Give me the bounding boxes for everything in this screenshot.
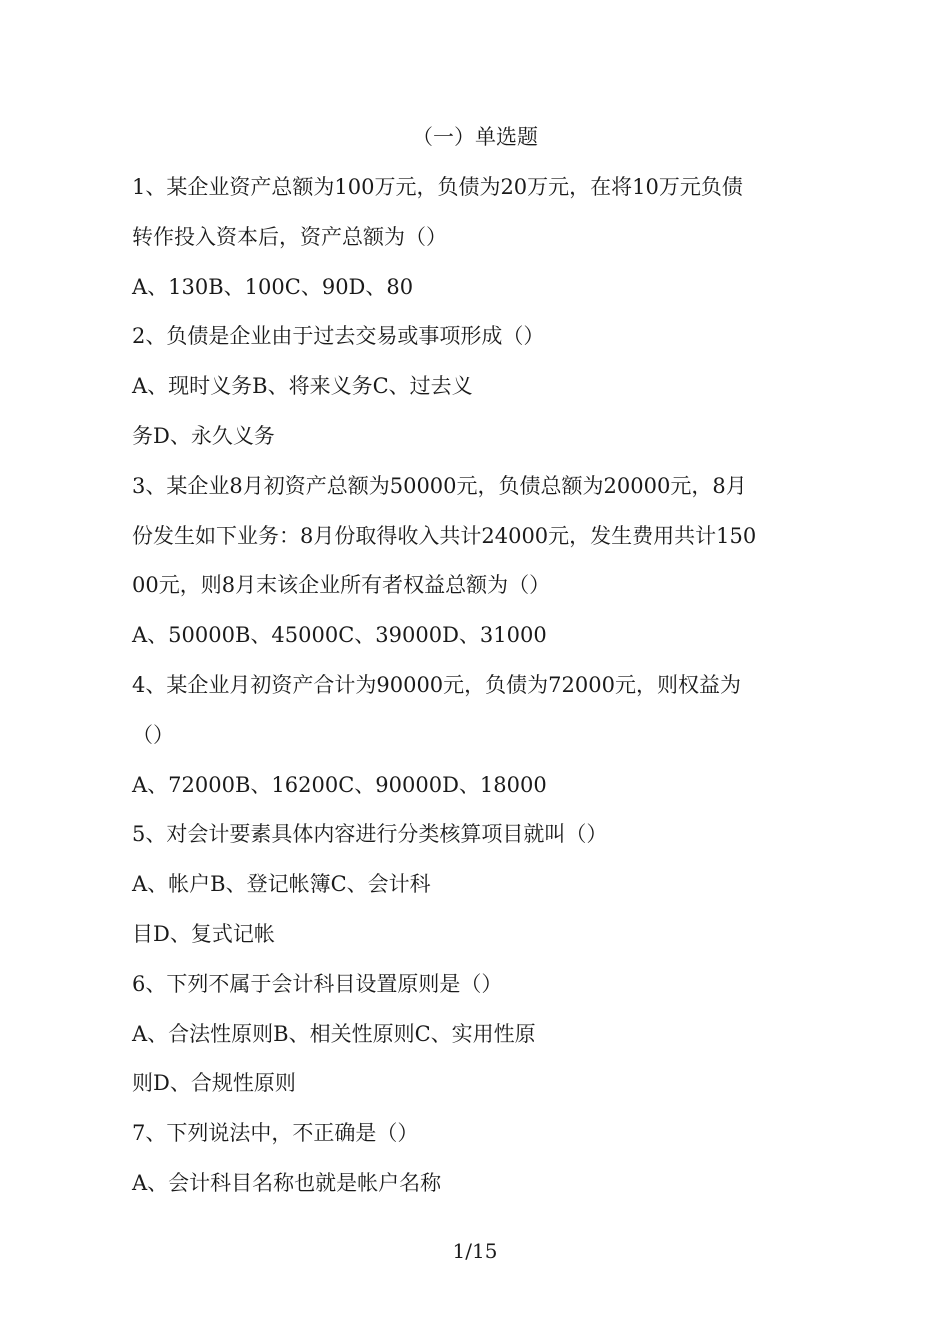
answer-options-line: 则D、合规性原则 (132, 1071, 296, 1096)
section-title: （一）单选题 (412, 125, 538, 149)
answer-options-line: 目D、复式记帐 (132, 921, 275, 946)
text-line: 4、某企业月初资产合计为90000元，负债为72000元，则权益为 (132, 672, 741, 697)
question-list (132, 168, 832, 1214)
answer-options-line: 务D、永久义务 (132, 423, 275, 448)
answer-options-line: A、130B、100C、90D、80 (132, 274, 414, 299)
answer-options-line: A、帐户B、登记帐簿C、会计科 (132, 872, 431, 897)
page-number: 1/15 (452, 1239, 498, 1263)
text-line: 2、负债是企业由于过去交易或事项形成（） (132, 324, 545, 349)
text-line: 份发生如下业务：8月份取得收入共计24000元，发生费用共计150 (132, 523, 757, 548)
answer-options-line: A、会计科目名称也就是帐户名称 (132, 1170, 442, 1195)
answer-options-line: A、50000B、45000C、39000D、31000 (132, 623, 547, 648)
answer-options-line: A、合法性原则B、相关性原则C、实用性原 (132, 1021, 536, 1046)
answer-options-line: A、72000B、16200C、90000D、18000 (132, 772, 547, 797)
text-line: 5、对会计要素具体内容进行分类核算项目就叫（） (132, 822, 608, 847)
answer-options-line: A、现时义务B、将来义务C、过去义 (132, 374, 473, 399)
text-line: 1、某企业资产总额为100万元，负债为20万元，在将10万元负债 (132, 175, 743, 199)
text-line: 6、下列不属于会计科目设置原则是（） (132, 971, 503, 996)
text-line: （） (132, 722, 174, 747)
text-line: 转作投入资本后，资产总额为（） (132, 224, 447, 249)
text-line: 00元，则8月末该企业所有者权益总额为（） (132, 573, 551, 598)
text-line: 3、某企业8月初资产总额为50000元，负债总额为20000元，8月 (132, 473, 747, 498)
text-line: 7、下列说法中，不正确是（） (132, 1121, 419, 1146)
